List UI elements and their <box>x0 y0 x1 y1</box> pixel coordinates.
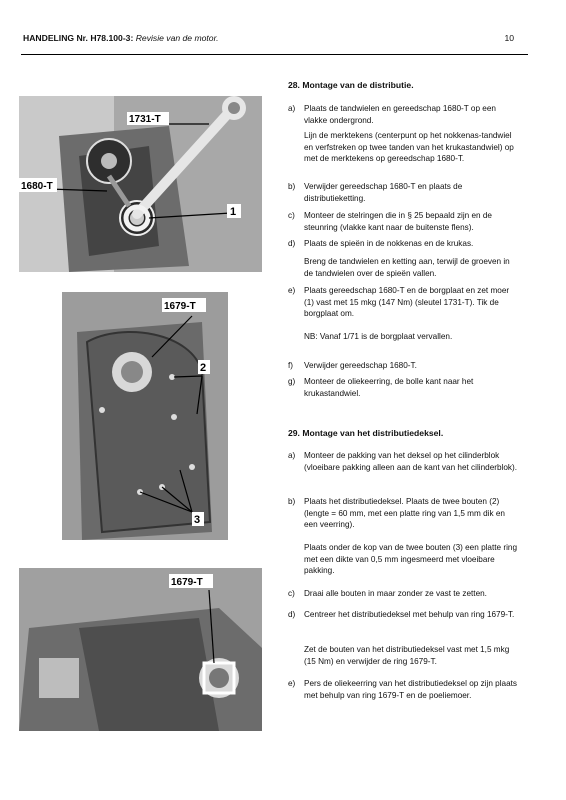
step-label: e) <box>288 286 296 295</box>
step-label: a) <box>288 104 296 113</box>
page-number: 10 <box>504 33 514 43</box>
step-28d <box>288 238 520 250</box>
figure-3-photo <box>19 568 262 731</box>
step-28c <box>288 210 520 233</box>
step-text: Plaats gereedschap 1680-T en de borgplaat en zet moer (1) vast met 15 mkg (147 Nm) (sleutel 1731-T). Tik de borgplaat om. <box>304 286 510 319</box>
figure-2-photo <box>62 292 228 540</box>
step-28d-note: Breng de tandwielen en ketting aan, terwijl de groeven in de tandwielen over de spieën vallen. <box>304 257 510 278</box>
step-text: Plaats de spieën in de nokkenas en de krukas. <box>304 239 474 248</box>
step-text: Verwijder gereedschap 1680-T en plaats de distributieketting. <box>304 182 463 203</box>
step-text: Draai alle bouten in maar zonder ze vast te zetten. <box>304 589 487 598</box>
step-label: f) <box>288 361 294 370</box>
step-label: b) <box>288 182 296 191</box>
step-29b-note: Plaats onder de kop van de twee bouten (3) een platte ring met een dikte van 0,5 mm ingesmeerd met vloeibare pakking. <box>304 543 518 576</box>
step-text: Monteer de oliekeerring, de bolle kant naar het krukastandwiel. <box>304 377 474 398</box>
step-label: d) <box>288 610 296 619</box>
step-label: e) <box>288 679 296 688</box>
step-28f <box>288 360 520 372</box>
step-label: c) <box>288 211 295 220</box>
figure-1-illustration <box>19 96 262 272</box>
step-label: d) <box>288 239 296 248</box>
fig2-label-2: 2 <box>200 362 207 374</box>
fig2-label-1679t: 1679-T <box>164 301 196 312</box>
step-28a <box>288 103 520 126</box>
step-29c <box>288 588 520 600</box>
step-label: a) <box>288 451 296 460</box>
step-28g <box>288 376 520 399</box>
step-text: Pers de oliekeerring van het distributiedeksel op zijn plaats met behulp van ring 1679-T en de poeliemoer. <box>304 679 517 700</box>
step-29e <box>288 678 520 701</box>
header-title: Revisie van de motor. <box>135 33 219 43</box>
step-29a <box>288 450 520 473</box>
step-text: Plaats de tandwielen en gereedschap 1680-T op een vlakke ondergrond. <box>304 104 496 125</box>
step-28b <box>288 181 520 204</box>
section-29-title: 29. Montage van het distributiedeksel. <box>288 428 444 438</box>
fig1-label-1731t: 1731-T <box>129 114 161 125</box>
section-28-title: 28. Montage van de distributie. <box>288 80 414 90</box>
step-29d-note: Zet de bouten van het distributiedeksel vast met 1,5 mkg (15 Nm) en verwijder de ring 1679-T. <box>304 645 510 666</box>
step-text: Plaats het distributiedeksel. Plaats de twee bouten (2) (lengte = 60 mm, met een platte ring van 1,5 mm dik en een veerring). <box>304 497 505 530</box>
step-text: Monteer de stelringen die in § 25 bepaald zijn en de steunring (vlakke kant naar de buitenste flens). <box>304 211 492 232</box>
fig2-label-3: 3 <box>194 514 201 526</box>
step-text: Centreer het distributiedeksel met behulp van ring 1679-T. <box>304 610 515 619</box>
step-label: b) <box>288 497 296 506</box>
figure-1-photo <box>19 96 262 272</box>
step-label: c) <box>288 589 295 598</box>
fig1-label-1680t: 1680-T <box>21 181 53 192</box>
page-header <box>23 33 219 43</box>
step-29d <box>288 609 520 621</box>
fig3-label-1679t: 1679-T <box>171 577 203 588</box>
header-handeling: HANDELING Nr. H78.100-3: <box>23 33 134 43</box>
step-29b <box>288 496 520 531</box>
step-text: Verwijder gereedschap 1680-T. <box>304 361 417 370</box>
figure-3-illustration <box>19 568 262 731</box>
fig1-label-1: 1 <box>230 206 237 218</box>
step-28a-note: Lijn de merktekens (centerpunt op het nokkenas-tandwiel en verfstreken op twee tanden van het krukastandwiel) op met de merktekens op gereedschap 1680-T. <box>304 131 514 164</box>
step-label: g) <box>288 377 296 386</box>
step-28e-note: NB: Vanaf 1/71 is de borgplaat vervallen. <box>304 332 453 341</box>
step-text: Monteer de pakking van het deksel op het cilinderblok (vloeibare pakking alleen aan de kant van het cilinderblok). <box>304 451 518 472</box>
header-rule <box>21 54 528 55</box>
figure-2-illustration <box>62 292 228 540</box>
step-28e <box>288 285 520 320</box>
